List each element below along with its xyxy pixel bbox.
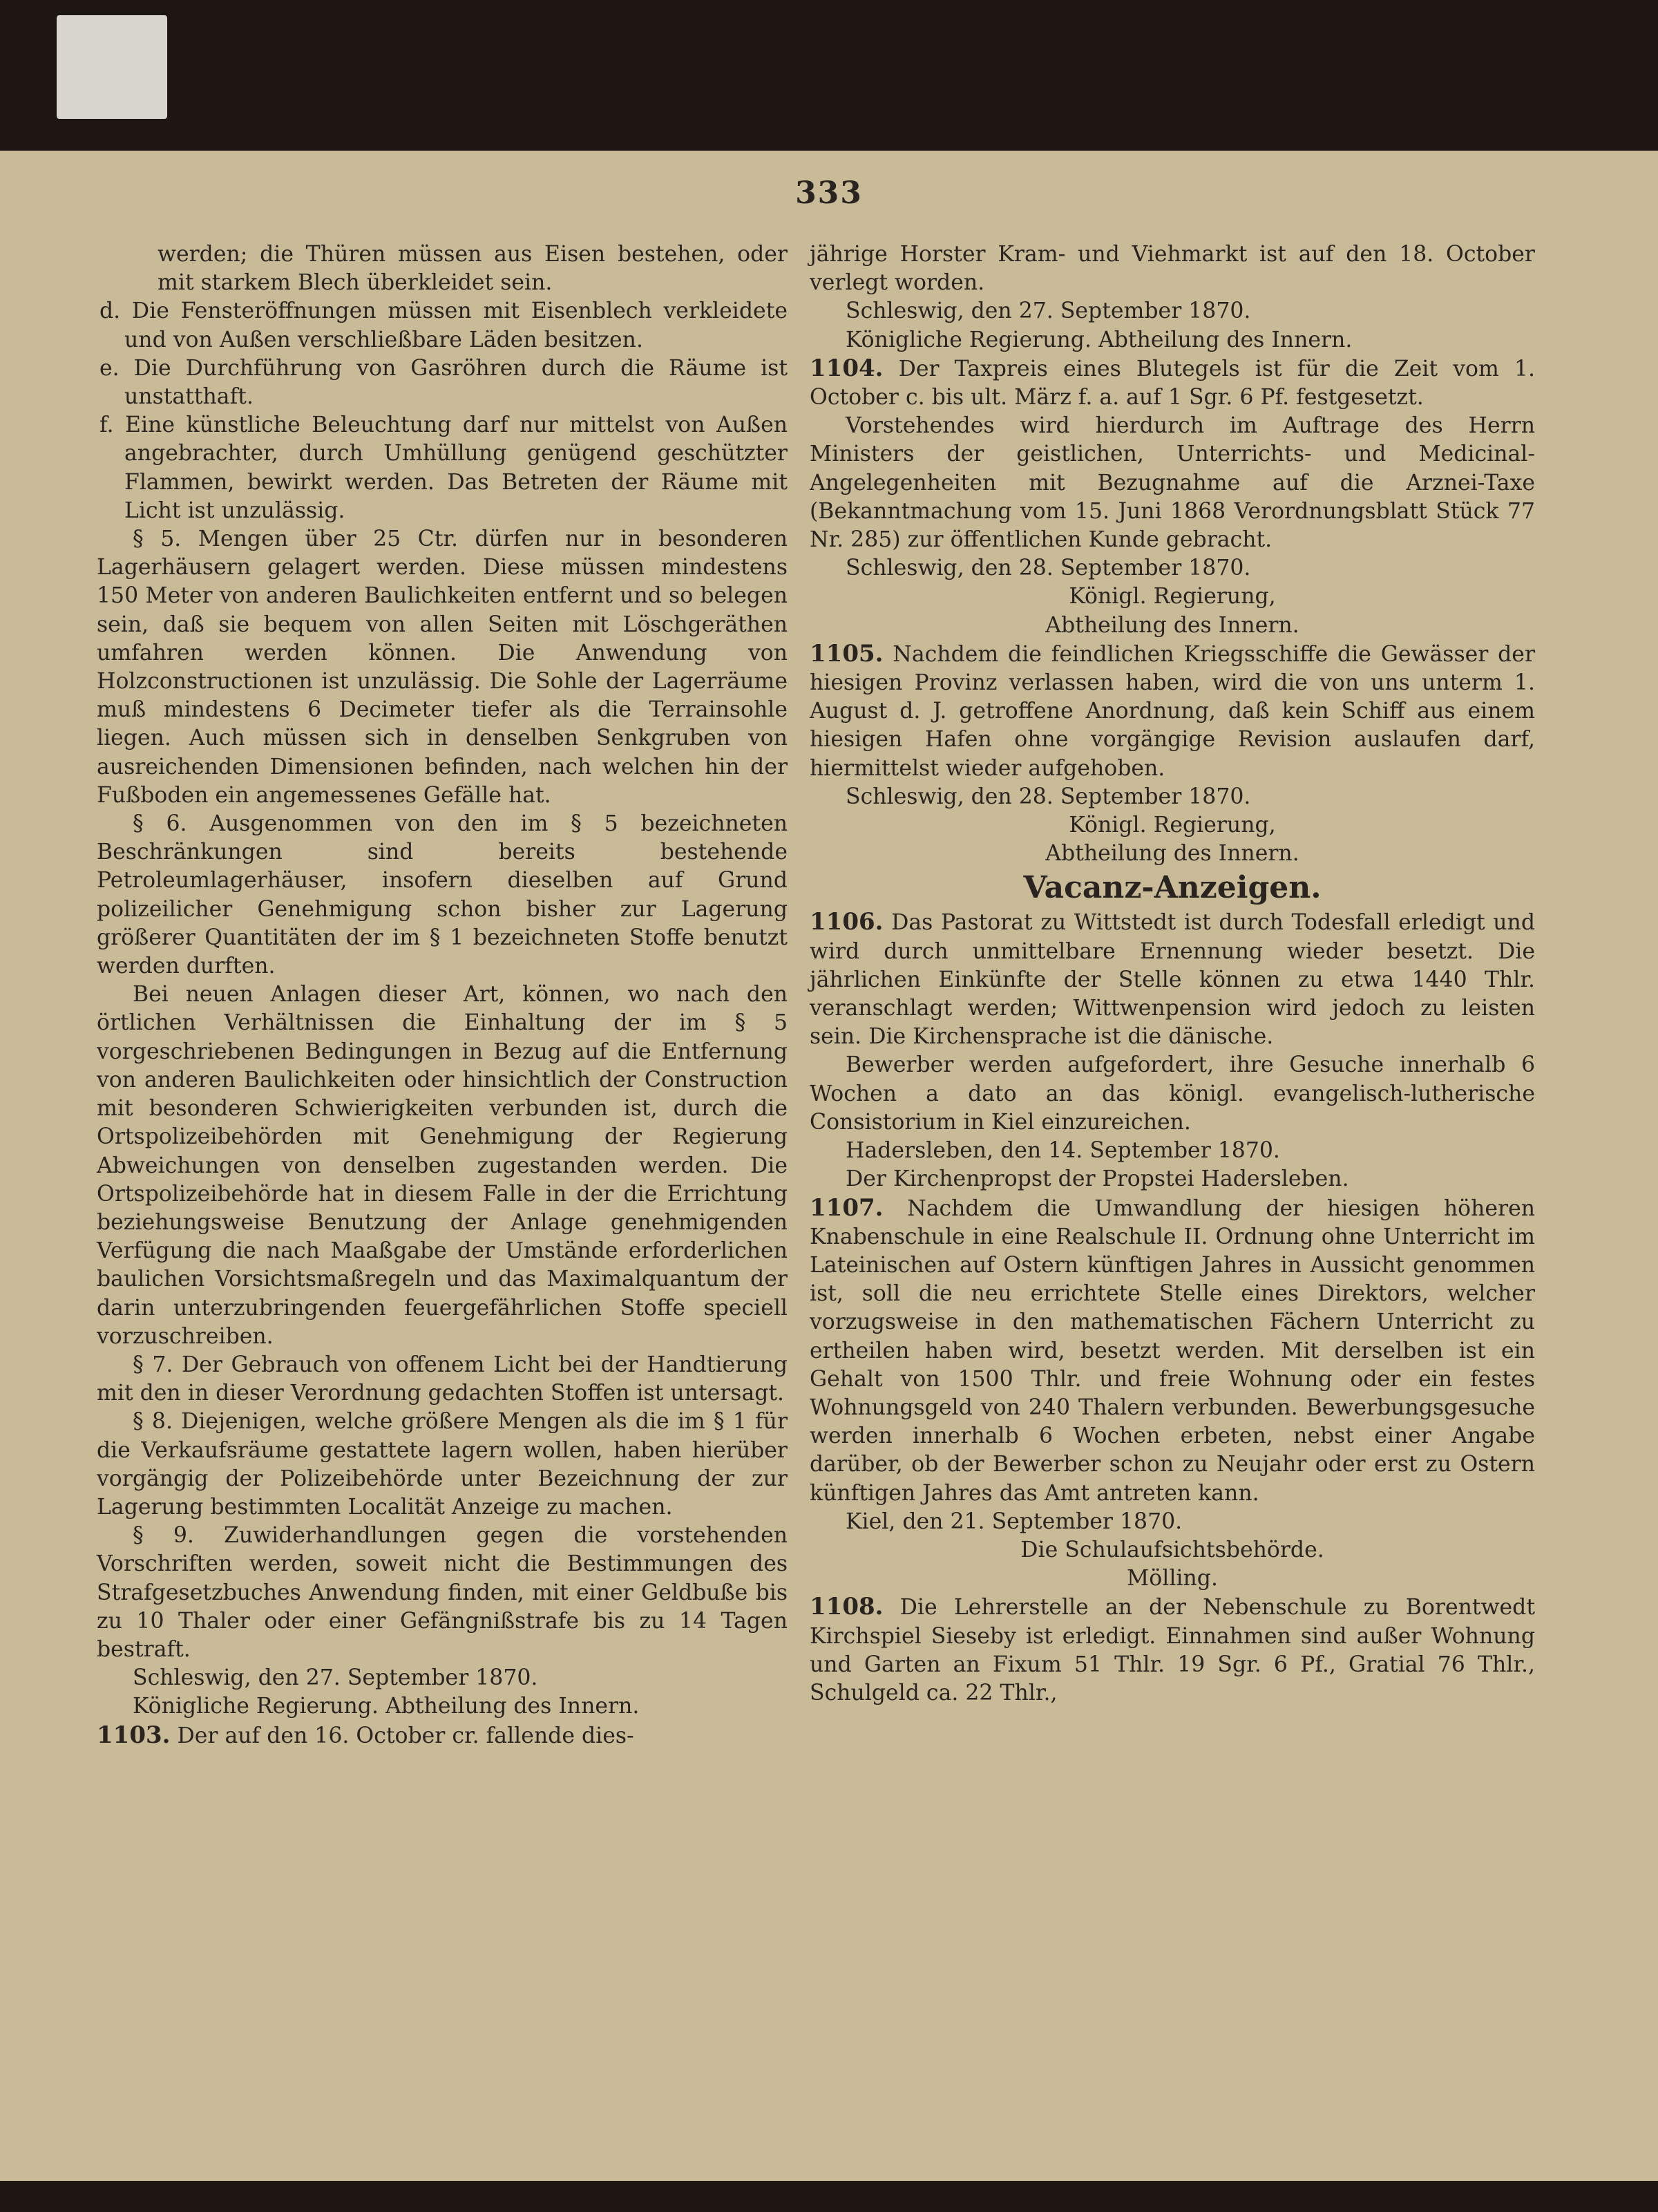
paragraph (810, 783, 1535, 811)
paragraph (97, 1351, 788, 1408)
right-column (810, 240, 1535, 1708)
paragraph (810, 1051, 1535, 1137)
paragraph-text: Vacanz-Anzeigen. (1023, 870, 1322, 906)
paragraph (810, 1536, 1535, 1565)
paragraph (810, 1194, 1535, 1508)
paragraph (810, 840, 1535, 868)
paragraph-text: Bewerber werden aufgefordert, ihre Gesuche innerhalb 6 Wochen a dato an das königl. evangelisch-lutherische Consistorium in Kiel einzureichen. (810, 1052, 1535, 1135)
paragraph (97, 1721, 788, 1750)
paragraph (810, 1593, 1535, 1708)
document-page (0, 151, 1658, 2181)
paragraph-text: § 9. Zuwiderhandlungen gegen die vorstehenden Vorschriften werden, soweit nicht die Bestimmungen des Strafgesetzbuches Anwendung finden, mit einer Geldbuße bis zu 10 Thaler oder einer Gefängnißstrafe bis zu 14 Tagen bestraft. (97, 1523, 788, 1662)
paragraph (97, 981, 788, 1351)
paragraph-text: Mölling. (1127, 1566, 1218, 1591)
paragraph-text: Schleswig, den 27. September 1870. (133, 1665, 538, 1691)
paragraph-text: Königl. Regierung, (1069, 584, 1276, 609)
paragraph (810, 908, 1535, 1051)
paragraph (97, 240, 788, 297)
section-heading (810, 868, 1535, 908)
paragraph-text: Nachdem die Umwandlung der hiesigen höheren Knabenschule in eine Realschule II. Ordnung ohne Unterricht im Lateinischen auf Ostern künftigen Jahres in Aussicht genommen ist, soll die neu errichtete Stelle eines Direktors, welcher vorzugsweise in den mathematischen Fächern Unterricht zu ertheilen haben wird, besetzt werden. Mit derselben ist ein Gehalt von 1500 Thlr. und freie Wohnung oder ein festes Wohnungsgeld von 240 Thalern verbunden. Bewerbungsgesuche werden innerhalb 6 Wochen erbeten, nebst einer Angabe darüber, ob der Bewerber schon zu Neujahr oder erst zu Ostern künftigen Jahres das Amt antreten kann. (810, 1195, 1536, 1506)
paragraph-text: Nachdem die feindlichen Kriegsschiffe die Gewässer der hiesigen Provinz verlassen haben, wird die von uns unterm 1. August d. J. getroffene Anordnung, daß kein Schiff aus einem hiesigen Hafen ohne vorgängige Revision auslaufen darf, hiermittelst wieder aufgehoben. (810, 641, 1536, 781)
paragraph (810, 811, 1535, 840)
paragraph-text: Die Lehrerstelle an der Nebenschule zu Borentwedt Kirchspiel Sieseby ist erledigt. Einnahmen sind außer Wohnung und Garten an Fixum 51 Thlr. 19 Sgr. 6 Pf., Gratial 76 Thlr., Schulgeld ca. 22 Thlr., (810, 1595, 1535, 1705)
paragraph (810, 612, 1535, 640)
paragraph-text: Der Kirchenpropst der Propstei Hadersleben. (846, 1166, 1349, 1192)
paragraph-text: e. Die Durchführung von Gasröhren durch die Räume ist unstatthaft. (99, 355, 788, 410)
paragraph-text: Kiel, den 21. September 1870. (846, 1509, 1183, 1534)
paragraph-text: Königl. Regierung, (1069, 813, 1276, 838)
paragraph-text: jährige Horster Kram- und Viehmarkt ist auf den 18. October verlegt worden. (810, 242, 1535, 296)
paragraph-text: Abtheilung des Innern. (1045, 841, 1299, 867)
paragraph-text: werden; die Thüren müssen aus Eisen bestehen, oder mit starkem Blech überkleidet sein. (158, 242, 788, 296)
entry-number: 1106. (810, 908, 884, 936)
entry-number: 1103. (97, 1721, 171, 1749)
paragraph-text: Die Schulaufsichtsbehörde. (1020, 1537, 1324, 1562)
entry-number: 1105. (810, 639, 884, 668)
paragraph (97, 411, 788, 525)
paragraph (97, 525, 788, 810)
paragraph (810, 412, 1535, 554)
entry-number: 1108. (810, 1593, 884, 1621)
paragraph (810, 583, 1535, 611)
paragraph-text: Hadersleben, den 14. September 1870. (846, 1138, 1280, 1164)
paragraph (810, 640, 1535, 783)
paragraph-text: Königliche Regierung. Abtheilung des Innern. (846, 327, 1353, 352)
left-column (97, 240, 788, 1750)
paragraph (97, 1408, 788, 1522)
paragraph-text: § 6. Ausgenommen von den im § 5 bezeichneten Beschränkungen sind bereits bestehende Petroleumlagerhäuser, insofern dieselben auf Grund polizeilicher Genehmigung schon bisher zur Lagerung größerer Quantitäten der im § 1 bezeichneten Stoffe benutzt werden durften. (97, 811, 788, 979)
paragraph-text: Königliche Regierung. Abtheilung des Innern. (133, 1694, 640, 1719)
paragraph-text: Schleswig, den 28. September 1870. (846, 556, 1251, 581)
paragraph-text: § 5. Mengen über 25 Ctr. dürfen nur in besonderen Lagerhäusern gelagert werden. Diese müssen mindestens 150 Meter von anderen Baulichkeiten entfernt und so belegen sein, daß sie bequem von allen Seiten mit Löschgeräthen umfahren werden können. Die Anwendung von Holzconstructionen ist unzulässig. Die Sohle der Lagerräume muß mindestens 6 Decimeter tiefer als die Terrainsohle liegen. Auch müssen sich in denselben Senkgruben von ausreichenden Dimensionen befinden, nach welchen hin der Fußboden ein angemessenes Gefälle hat. (97, 527, 788, 808)
paragraph-text: f. Eine künstliche Beleuchtung darf nur mittelst von Außen angebrachter, durch Umhüllung genügend geschützter Flammen, bewirkt werden. Das Betreten der Räume mit Licht ist unzulässig. (99, 413, 788, 523)
entry-number: 1104. (810, 354, 884, 382)
paragraph-text: Schleswig, den 28. September 1870. (846, 784, 1251, 809)
paragraph (97, 297, 788, 354)
paragraph (97, 1522, 788, 1664)
paragraph (97, 810, 788, 981)
paragraph (810, 1508, 1535, 1536)
paper-tab (57, 15, 167, 119)
paragraph (810, 326, 1535, 355)
paragraph-text: Vorstehendes wird hierdurch im Auftrage des Herrn Ministers der geistlichen, Unterrichts- und Medicinal-Angelegenheiten mit Bezugnahme auf die Arznei-Taxe (Bekanntmachung vom 15. Juni 1868 Verordnungsblatt Stück 77 Nr. 285) zur öffentlichen Kunde gebracht. (810, 413, 1535, 553)
paragraph-text: Das Pastorat zu Wittstedt ist durch Todesfall erledigt und wird durch unmittelbare Ernennung wieder besetzt. Die jährlichen Einkünfte der Stelle können zu etwa 1440 Thlr. veranschlagt werden; Wittwenpension wird jedoch zu leisten sein. Die Kirchensprache ist die dänische. (810, 910, 1535, 1050)
paragraph (810, 1165, 1535, 1193)
paragraph (97, 355, 788, 411)
paragraph (97, 1664, 788, 1692)
paragraph-text: Bei neuen Anlagen dieser Art, können, wo nach den örtlichen Verhältnissen die Einhaltung der im § 5 vorgeschriebenen Bedingungen in Bezug auf die Entfernung von anderen Baulichkeiten oder hinsichtlich der Construction mit besonderen Schwierigkeiten verbunden ist, durch die Ortspolizeibehörden mit Genehmigung der Regierung Abweichungen von denselben zugestanden werden. Die Ortspolizeibehörde hat in diesem Falle in der die Errichtung beziehungsweise Benutzung der Anlage genehmigenden Verfügung die nach Maaßgabe der Umstände erforderlichen baulichen Vorsichtsmaßregeln und das Maximalquantum der darin unterzubringenden feuergefährlichen Stoffe speciell vorzuschreiben. (97, 982, 788, 1349)
paragraph (97, 1692, 788, 1721)
paragraph-text: Schleswig, den 27. September 1870. (846, 299, 1251, 324)
paragraph-text: Abtheilung des Innern. (1045, 612, 1299, 638)
paragraph (810, 1565, 1535, 1593)
paragraph-text: Der auf den 16. October cr. fallende dies- (177, 1723, 634, 1748)
paragraph (810, 355, 1535, 412)
paragraph (810, 240, 1535, 297)
paragraph-text: § 8. Diejenigen, welche größere Mengen als die im § 1 für die Verkaufsräume gestattete lagern wollen, haben hierüber vorgängig der Polizeibehörde unter Bezeichnung der zur Lagerung bestimmten Localität Anzeige zu machen. (97, 1409, 788, 1520)
paragraph-text: Der Taxpreis eines Blutegels ist für die Zeit vom 1. October c. bis ult. März f. a. auf 1 Sgr. 6 Pf. festgesetzt. (810, 356, 1536, 410)
paragraph-text: § 7. Der Gebrauch von offenem Licht bei der Handtierung mit den in dieser Verordnung gedachten Stoffen ist untersagt. (97, 1352, 788, 1406)
entry-number: 1107. (810, 1193, 884, 1222)
page-number: 333 (795, 176, 863, 211)
paragraph (810, 297, 1535, 325)
paragraph-text: d. Die Fensteröffnungen müssen mit Eisenblech verkleidete und von Außen verschließbare Läden besitzen. (99, 299, 788, 352)
paragraph (810, 554, 1535, 583)
paragraph (810, 1137, 1535, 1165)
